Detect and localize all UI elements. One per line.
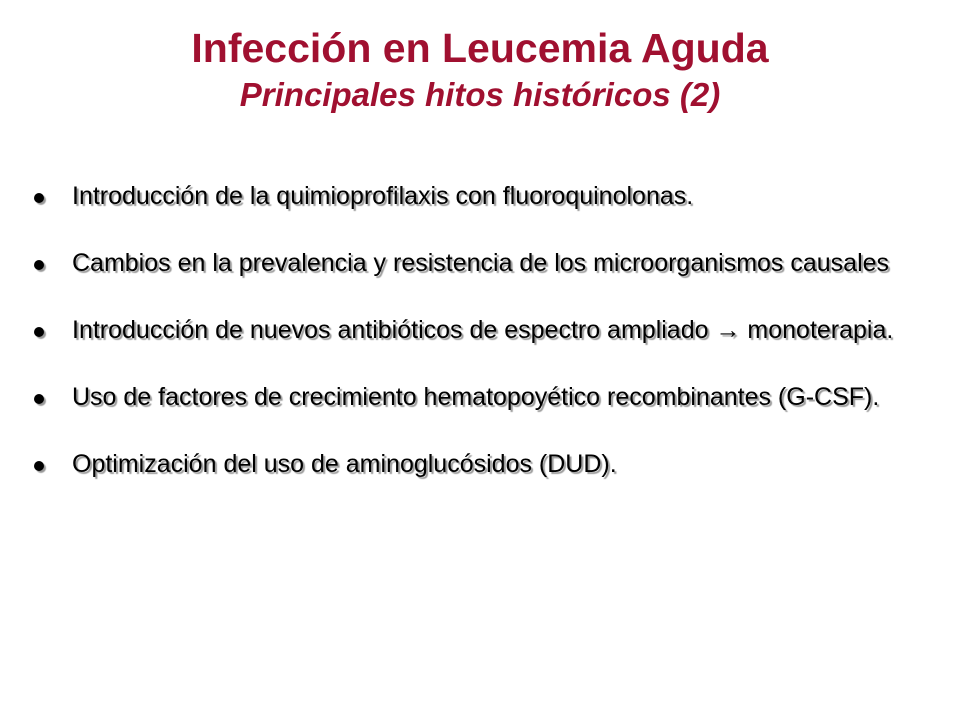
- bullet-item: [34, 312, 914, 348]
- bullet-item: [34, 446, 914, 482]
- bullet-dot-icon: [34, 193, 44, 203]
- bullet-dot-icon: [34, 327, 44, 337]
- bullet-text: Uso de factores de crecimiento hematopoyético recombinantes (G-CSF).: [72, 383, 880, 411]
- bullet-text: Introducción de nuevos antibióticos de espectro ampliado → monoterapia.: [72, 316, 894, 344]
- title-block: [0, 22, 960, 116]
- bullet-item: [34, 379, 914, 415]
- bullet-item: [34, 178, 914, 214]
- bullet-list: [34, 178, 914, 513]
- bullet-dot-icon: [34, 394, 44, 404]
- slide-title: Infección en Leucemia Aguda: [191, 25, 769, 71]
- bullet-text: Optimización del uso de aminoglucósidos (DUD).: [72, 450, 617, 478]
- bullet-text: Cambios en la prevalencia y resistencia de los microorganismos causales: [72, 249, 890, 277]
- slide-subtitle: Principales hitos históricos (2): [239, 76, 721, 113]
- bullet-dot-icon: [34, 260, 44, 270]
- bullet-item: [34, 245, 914, 281]
- bullet-text: Introducción de la quimioprofilaxis con fluoroquinolonas.: [72, 182, 694, 210]
- bullet-dot-icon: [34, 461, 44, 471]
